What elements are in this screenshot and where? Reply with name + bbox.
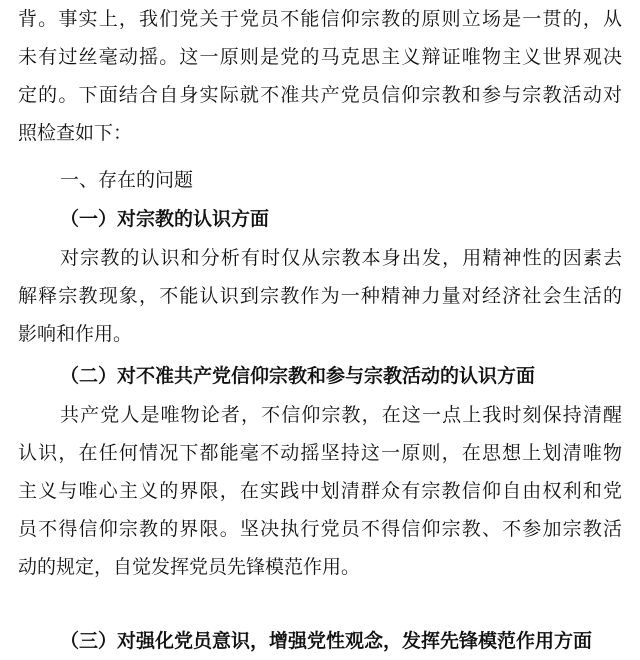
intro-line-2: 未有过丝毫动摇。这一原则是党的马克思主义辩证唯物主义世界观决 — [18, 46, 622, 68]
subsection-1-line-2: 解释宗教现象，不能认识到宗教作为一种精神力量对经济社会生活的 — [18, 285, 622, 307]
subsection-1-line-3: 影响和作用。 — [18, 323, 133, 345]
subsection-1-line-1: 对宗教的认识和分析有时仅从宗教本身出发，用精神性的因素去 — [60, 247, 622, 269]
intro-line-3: 定的。下面结合自身实际就不准共产党员信仰宗教和参与宗教活动对 — [18, 84, 622, 106]
intro-line-4: 照检查如下： — [18, 122, 133, 144]
section-1-title: 一、存在的问题 — [60, 169, 194, 191]
subsection-2-line-2: 认识，在任何情况下都能毫不动摇坚持这一原则，在思想上划清唯物 — [18, 442, 622, 464]
subsection-2-title: （二）对不准共产党信仰宗教和参与宗教活动的认识方面 — [60, 365, 536, 387]
subsection-2-line-3: 主义与唯心主义的界限，在实践中划清群众有宗教信仰自由权利和党 — [18, 480, 622, 502]
intro-line-1: 背。事实上，我们党关于党员不能信仰宗教的原则立场是一贯的，从 — [18, 8, 622, 30]
subsection-3-title: （三）对强化党员意识，增强党性观念，发挥先锋模范作用方面 — [60, 630, 593, 652]
subsection-2-line-4: 员不得信仰宗教的界限。坚决执行党员不得信仰宗教、不参加宗教活 — [18, 518, 622, 540]
subsection-1-title: （一）对宗教的认识方面 — [60, 208, 270, 230]
subsection-2-line-5: 动的规定，自觉发挥党员先锋模范作用。 — [18, 556, 361, 578]
subsection-2-line-1: 共产党人是唯物论者，不信仰宗教，在这一点上我时刻保持清醒 — [60, 404, 622, 426]
